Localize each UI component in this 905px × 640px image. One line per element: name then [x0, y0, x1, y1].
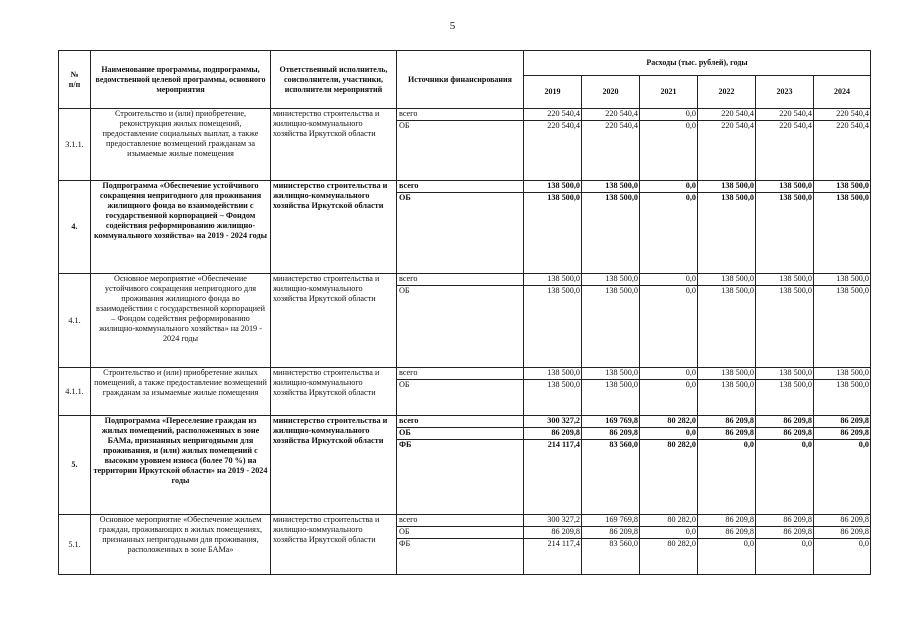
value-cell: 300 327,2	[524, 416, 581, 428]
value-cell: 86 209,8	[814, 428, 870, 440]
value-cell: 138 500,0	[814, 368, 870, 380]
value-cell: 86 209,8	[814, 527, 870, 539]
value-cell: 0,0	[685, 286, 696, 295]
value-cell: 0,0	[685, 193, 696, 202]
row-responsible: министерство строительства и жилищно-коммунального хозяйства Иркутской области	[271, 274, 397, 368]
source-label: всего	[397, 181, 523, 193]
year-values	[582, 368, 640, 416]
value-cell: 138 500,0	[836, 193, 870, 202]
year-values	[640, 368, 698, 416]
value-cell: 86 209,8	[698, 527, 755, 539]
year-values	[814, 368, 871, 416]
row-number: 4.1.1.	[59, 368, 91, 416]
year-values	[814, 515, 871, 575]
value-cell: 80 282,0	[667, 539, 696, 548]
value-cell: 214 117,4	[547, 539, 580, 548]
year-values	[640, 109, 698, 181]
year-values	[582, 274, 640, 368]
value-cell: 214 117,4	[547, 440, 580, 449]
header-num: № п/п	[59, 51, 91, 109]
header-responsible: Ответственный исполнитель, соисполнители, участники, исполнители мероприятий	[271, 51, 397, 109]
value-cell: 138 500,0	[547, 193, 580, 202]
row-number: 3.1.1.	[59, 109, 91, 181]
value-cell: 0,0	[640, 181, 697, 193]
value-cell: 138 500,0	[814, 181, 870, 193]
row-responsible: министерство строительства и жилищно-коммунального хозяйства Иркутской области	[271, 109, 397, 181]
year-values	[756, 416, 814, 515]
value-cell: 138 500,0	[547, 286, 580, 295]
value-cell: 220 540,4	[814, 109, 870, 121]
value-cell: 138 500,0	[698, 368, 755, 380]
value-cell: 138 500,0	[605, 193, 638, 202]
value-cell: 220 540,4	[524, 109, 581, 121]
year-values	[756, 109, 814, 181]
value-cell: 0,0	[640, 368, 697, 380]
year-values	[756, 515, 814, 575]
year-values	[698, 368, 756, 416]
value-cell: 138 500,0	[582, 368, 639, 380]
table-row	[59, 274, 871, 368]
source-label: ФБ	[399, 440, 412, 449]
source-label: ОБ	[397, 428, 523, 440]
year-values	[756, 181, 814, 274]
value-cell: 220 540,4	[698, 109, 755, 121]
source-label: ФБ	[399, 539, 411, 548]
value-cell: 0,0	[640, 527, 697, 539]
value-cell: 220 540,4	[836, 121, 870, 130]
value-cell: 0,0	[640, 109, 697, 121]
budget-table	[58, 50, 871, 575]
table-row	[59, 109, 871, 181]
year-values	[524, 368, 582, 416]
value-cell: 138 500,0	[605, 286, 638, 295]
year-values	[582, 416, 640, 515]
header-year: 2020	[582, 76, 640, 109]
value-cell: 83 560,0	[609, 539, 638, 548]
year-values	[640, 274, 698, 368]
value-cell: 0,0	[801, 440, 812, 449]
year-values	[524, 274, 582, 368]
table-row	[59, 416, 871, 515]
value-cell: 169 769,8	[582, 515, 639, 527]
year-values	[814, 416, 871, 515]
row-sources	[397, 368, 524, 416]
year-values	[524, 416, 582, 515]
value-cell: 86 209,8	[698, 416, 755, 428]
row-number: 5.	[59, 416, 91, 515]
source-label: ОБ	[399, 193, 411, 202]
year-values	[814, 181, 871, 274]
year-values	[814, 274, 871, 368]
value-cell: 86 209,8	[524, 428, 581, 440]
row-responsible: министерство строительства и жилищно-коммунального хозяйства Иркутской области	[271, 368, 397, 416]
value-cell: 86 209,8	[698, 515, 755, 527]
source-label: всего	[397, 416, 523, 428]
source-label: ОБ	[397, 527, 523, 539]
value-cell: 80 282,0	[640, 416, 697, 428]
value-cell: 138 500,0	[698, 274, 755, 286]
row-sources	[397, 109, 524, 181]
source-label: ОБ	[399, 121, 410, 130]
table-row	[59, 181, 871, 274]
year-values	[698, 109, 756, 181]
value-cell: 169 769,8	[582, 416, 639, 428]
header-year: 2019	[524, 76, 582, 109]
value-cell: 0,0	[640, 428, 697, 440]
value-cell: 138 500,0	[779, 193, 812, 202]
year-values	[582, 181, 640, 274]
value-cell: 138 500,0	[524, 274, 581, 286]
value-cell: 138 500,0	[814, 274, 870, 286]
row-number: 4.	[59, 181, 91, 274]
source-label: всего	[397, 515, 523, 527]
row-name: Строительство и (или) приобретение жилых помещений, а также предоставление возмещений гражданам за изымаемые жилые помещения	[91, 368, 271, 416]
value-cell: 138 500,0	[721, 193, 754, 202]
source-label: ОБ	[399, 380, 410, 389]
year-values	[640, 181, 698, 274]
value-cell: 86 209,8	[756, 428, 813, 440]
header-source: Источники финансирования	[397, 51, 524, 109]
value-cell: 138 500,0	[836, 286, 870, 295]
row-sources	[397, 515, 524, 575]
value-cell: 138 500,0	[756, 181, 813, 193]
year-values	[640, 515, 698, 575]
header-year: 2021	[640, 76, 698, 109]
year-values	[582, 109, 640, 181]
value-cell: 138 500,0	[524, 181, 581, 193]
value-cell: 86 209,8	[582, 428, 639, 440]
row-sources	[397, 181, 524, 274]
value-cell: 0,0	[640, 274, 697, 286]
value-cell: 0,0	[858, 440, 870, 449]
page-number: 5	[449, 20, 456, 32]
value-cell: 0,0	[801, 539, 812, 548]
value-cell: 138 500,0	[779, 286, 812, 295]
value-cell: 83 560,0	[609, 440, 638, 449]
value-cell: 138 500,0	[605, 380, 638, 389]
year-values	[524, 181, 582, 274]
source-label: ОБ	[399, 286, 410, 295]
value-cell: 220 540,4	[582, 109, 639, 121]
row-name: Подпрограмма «Переселение граждан из жилых помещений, расположенных в зоне БАМа, признанных непригодными для проживания, и (или) жилых помещений с высоким уровнем износа (более 70 %) на территории Иркутской области» на 2019 - 2024 годы	[91, 416, 271, 515]
value-cell: 138 500,0	[721, 380, 754, 389]
source-label: всего	[397, 368, 523, 380]
value-cell: 138 500,0	[698, 181, 755, 193]
value-cell: 138 500,0	[547, 380, 580, 389]
year-values	[582, 515, 640, 575]
row-name: Подпрограмма «Обеспечение устойчивого сокращения непригодного для проживания жилищного фонда во взаимодействии с государственной корпорацией – Фондом содействия реформированию жилищно-коммунального хозяйства» на 2019 - 2024 годы	[91, 181, 271, 274]
year-values	[698, 416, 756, 515]
value-cell: 138 500,0	[836, 380, 870, 389]
value-cell: 138 500,0	[721, 286, 754, 295]
value-cell: 138 500,0	[582, 274, 639, 286]
table-row	[59, 368, 871, 416]
year-values	[698, 274, 756, 368]
year-values	[524, 109, 582, 181]
value-cell: 0,0	[743, 539, 754, 548]
row-sources	[397, 274, 524, 368]
year-values	[756, 368, 814, 416]
source-label: всего	[397, 274, 523, 286]
value-cell: 0,0	[685, 121, 696, 130]
value-cell: 220 540,4	[779, 121, 812, 130]
value-cell: 0,0	[858, 539, 870, 548]
year-values	[698, 515, 756, 575]
row-name: Строительство и (или) приобретение, реконструкция жилых помещений, предоставление социальных выплат, а также предоставление возмещений гражданам за изымаемые жилые помещения	[91, 109, 271, 181]
row-responsible: министерство строительства и жилищно-коммунального хозяйства Иркутской области	[271, 181, 397, 274]
header-expenses: Расходы (тыс. рублей), годы	[524, 51, 871, 76]
value-cell: 86 209,8	[524, 527, 581, 539]
value-cell: 220 540,4	[721, 121, 754, 130]
value-cell: 80 282,0	[640, 515, 697, 527]
header-year: 2023	[756, 76, 814, 109]
value-cell: 0,0	[685, 380, 696, 389]
source-label: всего	[397, 109, 523, 121]
value-cell: 80 282,0	[667, 440, 696, 449]
row-name: Основное мероприятие «Обеспечение устойчивого сокращения непригодного для проживания жилищного фонда во взаимодействии с государственной корпорацией – Фондом содействия реформированию жилищно-коммунального хозяйства» на 2019 - 2024 годы	[91, 274, 271, 368]
row-number: 5.1.	[59, 515, 91, 575]
value-cell: 138 500,0	[756, 274, 813, 286]
value-cell: 86 209,8	[814, 416, 870, 428]
value-cell: 300 327,2	[524, 515, 581, 527]
value-cell: 86 209,8	[756, 416, 813, 428]
value-cell: 86 209,8	[814, 515, 870, 527]
value-cell: 138 500,0	[582, 181, 639, 193]
row-name: Основное мероприятие «Обеспечение жильем граждан, проживающих в жилых помещениях, признанных непригодными для проживания, расположенных в зоне БАМа»	[91, 515, 271, 575]
year-values	[698, 181, 756, 274]
row-responsible: министерство строительства и жилищно-коммунального хозяйства Иркутской области	[271, 416, 397, 515]
value-cell: 138 500,0	[524, 368, 581, 380]
header-name: Наименование программы, подпрограммы, ведомственной целевой программы, основного мероприятия	[91, 51, 271, 109]
header-year: 2024	[814, 76, 871, 109]
value-cell: 86 209,8	[756, 515, 813, 527]
row-sources	[397, 416, 524, 515]
year-values	[524, 515, 582, 575]
year-values	[640, 416, 698, 515]
value-cell: 0,0	[743, 440, 754, 449]
header-year: 2022	[698, 76, 756, 109]
value-cell: 138 500,0	[779, 380, 812, 389]
value-cell: 220 540,4	[547, 121, 580, 130]
value-cell: 86 209,8	[582, 527, 639, 539]
value-cell: 220 540,4	[605, 121, 638, 130]
row-number: 4.1.	[59, 274, 91, 368]
value-cell: 86 209,8	[698, 428, 755, 440]
table-row	[59, 515, 871, 575]
year-values	[756, 274, 814, 368]
value-cell: 138 500,0	[756, 368, 813, 380]
year-values	[814, 109, 871, 181]
value-cell: 220 540,4	[756, 109, 813, 121]
value-cell: 86 209,8	[756, 527, 813, 539]
row-responsible: министерство строительства и жилищно-коммунального хозяйства Иркутской области	[271, 515, 397, 575]
